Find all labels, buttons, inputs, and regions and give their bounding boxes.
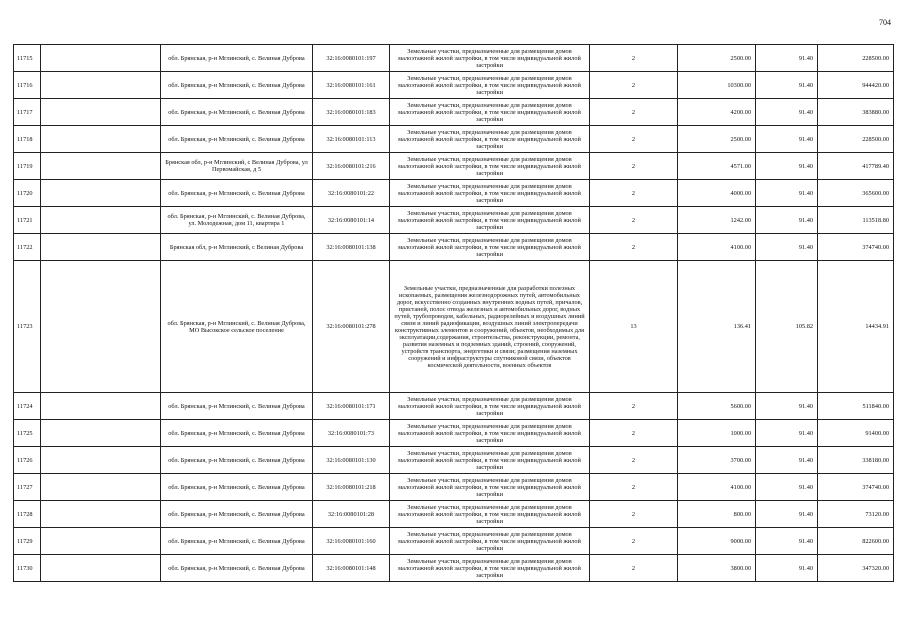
cadastral-number-cell: 32:16:0080101:22 — [313, 180, 390, 207]
cadastral-number-cell: 32:16:0080101:138 — [313, 234, 390, 261]
cadastral-number-cell: 32:16:0080101:161 — [313, 72, 390, 99]
group-cell: 2 — [590, 153, 678, 180]
group-cell: 2 — [590, 393, 678, 420]
cadastral-number-cell: 32:16:0080101:183 — [313, 99, 390, 126]
blank-cell — [41, 447, 161, 474]
blank-cell — [41, 501, 161, 528]
table-row — [14, 45, 894, 72]
blank-cell — [41, 234, 161, 261]
group-cell: 2 — [590, 447, 678, 474]
area-cell: 4100.00 — [678, 474, 756, 501]
group-cell: 2 — [590, 528, 678, 555]
cadastral-value-cell: 14434.91 — [818, 261, 894, 393]
specific-value-cell: 91.40 — [756, 420, 818, 447]
area-cell: 4200.00 — [678, 99, 756, 126]
group-cell: 2 — [590, 72, 678, 99]
address-cell: обл. Брянская, р-н Мглинский, с. Велиная Дуброва — [161, 99, 313, 126]
cadastral-value-cell: 374740.00 — [818, 234, 894, 261]
land-use-cell: Земельные участки, предназначенные для размещения домов малоэтажной жилой застройки, в том числе индивидуальной жилой застройки — [390, 45, 590, 72]
blank-cell — [41, 180, 161, 207]
specific-value-cell: 105.82 — [756, 261, 818, 393]
land-use-cell: Земельные участки, предназначенные для размещения домов малоэтажной жилой застройки, в том числе индивидуальной жилой застройки — [390, 99, 590, 126]
table-row — [14, 99, 894, 126]
area-cell: 800.00 — [678, 501, 756, 528]
group-cell: 2 — [590, 207, 678, 234]
table-row — [14, 126, 894, 153]
row-number-cell: 11716 — [14, 72, 41, 99]
cadastral-value-cell: 113518.80 — [818, 207, 894, 234]
group-cell: 2 — [590, 180, 678, 207]
address-cell: обл. Брянская, р-н Мглинский, с. Велиная Дуброва — [161, 72, 313, 99]
row-number-cell: 11726 — [14, 447, 41, 474]
table-row — [14, 474, 894, 501]
specific-value-cell: 91.40 — [756, 45, 818, 72]
land-use-cell: Земельные участки, предназначенные для размещения домов малоэтажной жилой застройки, в том числе индивидуальной жилой застройки — [390, 501, 590, 528]
blank-cell — [41, 45, 161, 72]
area-cell: 4000.00 — [678, 180, 756, 207]
table-row — [14, 393, 894, 420]
cadastral-number-cell: 32:16:0080101:218 — [313, 474, 390, 501]
cadastral-number-cell: 32:16:0080101:216 — [313, 153, 390, 180]
area-cell: 9000.00 — [678, 528, 756, 555]
cadastral-number-cell: 32:16:0080101:148 — [313, 555, 390, 582]
address-cell: обл. Брянская, р-н Мглинский, с. Велиная Дуброва — [161, 126, 313, 153]
cadastral-value-cell: 73120.00 — [818, 501, 894, 528]
group-cell: 2 — [590, 420, 678, 447]
area-cell: 3800.00 — [678, 555, 756, 582]
group-cell: 2 — [590, 501, 678, 528]
blank-cell — [41, 555, 161, 582]
blank-cell — [41, 153, 161, 180]
blank-cell — [41, 99, 161, 126]
area-cell: 5600.00 — [678, 393, 756, 420]
land-use-cell: Земельные участки, предназначенные для размещения домов малоэтажной жилой застройки, в том числе индивидуальной жилой застройки — [390, 420, 590, 447]
specific-value-cell: 91.40 — [756, 99, 818, 126]
specific-value-cell: 91.40 — [756, 180, 818, 207]
area-cell: 4571.00 — [678, 153, 756, 180]
group-cell: 2 — [590, 555, 678, 582]
specific-value-cell: 91.40 — [756, 447, 818, 474]
row-number-cell: 11718 — [14, 126, 41, 153]
row-number-cell: 11728 — [14, 501, 41, 528]
cadastral-number-cell: 32:16:0080101:73 — [313, 420, 390, 447]
cadastral-number-cell: 32:16:0080101:197 — [313, 45, 390, 72]
address-cell: обл. Брянская, р-н Мглинский, с. Велиная Дуброва — [161, 447, 313, 474]
row-number-cell: 11717 — [14, 99, 41, 126]
land-use-cell: Земельные участки, предназначенные для размещения домов малоэтажной жилой застройки, в том числе индивидуальной жилой застройки — [390, 555, 590, 582]
address-cell: обл. Брянская, р-н Мглинский, с. Велиная Дуброва — [161, 45, 313, 72]
blank-cell — [41, 261, 161, 393]
area-cell: 2500.00 — [678, 126, 756, 153]
group-cell: 2 — [590, 126, 678, 153]
land-use-cell: Земельные участки, предназначенные для размещения домов малоэтажной жилой застройки, в том числе индивидуальной жилой застройки — [390, 234, 590, 261]
cadastral-value-cell: 374740.00 — [818, 474, 894, 501]
cadastral-value-cell: 383880.00 — [818, 99, 894, 126]
specific-value-cell: 91.40 — [756, 207, 818, 234]
cadastral-value-cell: 347320.00 — [818, 555, 894, 582]
address-cell: обл. Брянская, р-н Мглинский, с. Велиная Дуброва — [161, 393, 313, 420]
row-number-cell: 11727 — [14, 474, 41, 501]
cadastral-value-cell: 228500.00 — [818, 126, 894, 153]
cadastral-number-cell: 32:16:0080101:28 — [313, 501, 390, 528]
cadastral-value-table — [13, 44, 894, 582]
land-use-cell: Земельные участки, предназначенные для размещения домов малоэтажной жилой застройки, в том числе индивидуальной жилой застройки — [390, 153, 590, 180]
specific-value-cell: 91.40 — [756, 234, 818, 261]
row-number-cell: 11721 — [14, 207, 41, 234]
table-row — [14, 501, 894, 528]
address-cell: обл. Брянская, р-н Мглинский, с. Велиная Дуброва — [161, 180, 313, 207]
table-row — [14, 180, 894, 207]
group-cell: 13 — [590, 261, 678, 393]
group-cell: 2 — [590, 99, 678, 126]
group-cell: 2 — [590, 474, 678, 501]
address-cell: обл. Брянская, р-н Мглинский, с. Велиная Дуброва, ул. Молодежная, дом 11, квартира 1 — [161, 207, 313, 234]
row-number-cell: 11730 — [14, 555, 41, 582]
cadastral-value-cell: 417789.40 — [818, 153, 894, 180]
row-number-cell: 11725 — [14, 420, 41, 447]
land-use-cell: Земельные участки, предназначенные для размещения домов малоэтажной жилой застройки, в том числе индивидуальной жилой застройки — [390, 126, 590, 153]
cadastral-number-cell: 32:16:0080101:14 — [313, 207, 390, 234]
row-number-cell: 11715 — [14, 45, 41, 72]
table-row — [14, 555, 894, 582]
land-use-cell: Земельные участки, предназначенные для размещения домов малоэтажной жилой застройки, в том числе индивидуальной жилой застройки — [390, 447, 590, 474]
land-use-cell: Земельные участки, предназначенные для размещения домов малоэтажной жилой застройки, в том числе индивидуальной жилой застройки — [390, 474, 590, 501]
land-use-cell: Земельные участки, предназначенные для разработки полезных ископаемых, размещения железнодорожных путей, автомобильных дорог, искусственно созданных внутренних водных путей, причалов, пристаней, полос отвода железных и автомобильных дорог, водных путей, трубопроводов, кабельных, радиорелейных и воздушных линий связи и линий радиофикации, воздушных линий электропередачи конструктивных элементов и сооружений, объектов, необходимых для эксплуатации,содержания, строительства, реконструкции, ремонта, развития наземных и подземных зданий, строений, сооружений, устройств транспорта, энергетики и связи; размещения наземных сооружений и инфраструктуры спутниковой связи, объектов космической деятельности, военных объектов — [390, 261, 590, 393]
blank-cell — [41, 207, 161, 234]
area-cell: 136.41 — [678, 261, 756, 393]
row-number-cell: 11729 — [14, 528, 41, 555]
blank-cell — [41, 420, 161, 447]
address-cell: Брянская обл, р-н Мглинский, с Велиная Дуброва, ул Первомайская, д 5 — [161, 153, 313, 180]
row-number-cell: 11724 — [14, 393, 41, 420]
table-row — [14, 420, 894, 447]
area-cell: 4100.00 — [678, 234, 756, 261]
address-cell: обл. Брянская, р-н Мглинский, с. Велиная Дуброва, МО Высокское сельское поселение — [161, 261, 313, 393]
row-number-cell: 11719 — [14, 153, 41, 180]
specific-value-cell: 91.40 — [756, 474, 818, 501]
area-cell: 3700.00 — [678, 447, 756, 474]
cadastral-value-cell: 338180.00 — [818, 447, 894, 474]
land-use-cell: Земельные участки, предназначенные для размещения домов малоэтажной жилой застройки, в том числе индивидуальной жилой застройки — [390, 528, 590, 555]
cadastral-number-cell: 32:16:0080101:113 — [313, 126, 390, 153]
land-use-cell: Земельные участки, предназначенные для размещения домов малоэтажной жилой застройки, в том числе индивидуальной жилой застройки — [390, 207, 590, 234]
cadastral-value-cell: 944420.00 — [818, 72, 894, 99]
specific-value-cell: 91.40 — [756, 153, 818, 180]
area-cell: 2500.00 — [678, 45, 756, 72]
cadastral-value-cell: 822600.00 — [818, 528, 894, 555]
table-row — [14, 528, 894, 555]
land-use-cell: Земельные участки, предназначенные для размещения домов малоэтажной жилой застройки, в том числе индивидуальной жилой застройки — [390, 393, 590, 420]
cadastral-value-cell: 91400.00 — [818, 420, 894, 447]
specific-value-cell: 91.40 — [756, 72, 818, 99]
cadastral-value-cell: 511840.00 — [818, 393, 894, 420]
address-cell: обл. Брянская, р-н Мглинский, с. Велиная Дуброва — [161, 555, 313, 582]
group-cell: 2 — [590, 234, 678, 261]
address-cell: обл. Брянская, р-н Мглинский, с. Велиная Дуброва — [161, 501, 313, 528]
specific-value-cell: 91.40 — [756, 393, 818, 420]
row-number-cell: 11720 — [14, 180, 41, 207]
row-number-cell: 11723 — [14, 261, 41, 393]
land-use-cell: Земельные участки, предназначенные для размещения домов малоэтажной жилой застройки, в том числе индивидуальной жилой застройки — [390, 180, 590, 207]
row-number-cell: 11722 — [14, 234, 41, 261]
table-body — [14, 45, 894, 582]
specific-value-cell: 91.40 — [756, 528, 818, 555]
blank-cell — [41, 528, 161, 555]
table-row — [14, 207, 894, 234]
area-cell: 1242.00 — [678, 207, 756, 234]
address-cell: Брянская обл, р-н Мглинский, с Велиная Дуброва — [161, 234, 313, 261]
address-cell: обл. Брянская, р-н Мглинский, с. Велиная Дуброва — [161, 474, 313, 501]
specific-value-cell: 91.40 — [756, 555, 818, 582]
land-use-cell: Земельные участки, предназначенные для размещения домов малоэтажной жилой застройки, в том числе индивидуальной жилой застройки — [390, 72, 590, 99]
cadastral-number-cell: 32:16:0080101:171 — [313, 393, 390, 420]
table-row — [14, 447, 894, 474]
cadastral-number-cell: 32:16:0080101:160 — [313, 528, 390, 555]
area-cell: 1000.00 — [678, 420, 756, 447]
cadastral-number-cell: 32:16:0080101:278 — [313, 261, 390, 393]
page-number: 704 — [879, 18, 891, 27]
cadastral-value-cell: 365600.00 — [818, 180, 894, 207]
address-cell: обл. Брянская, р-н Мглинский, с. Велиная Дуброва — [161, 528, 313, 555]
blank-cell — [41, 72, 161, 99]
area-cell: 10300.00 — [678, 72, 756, 99]
address-cell: обл. Брянская, р-н Мглинский, с. Велиная Дуброва — [161, 420, 313, 447]
cadastral-value-cell: 228500.00 — [818, 45, 894, 72]
cadastral-number-cell: 32:16:0080101:130 — [313, 447, 390, 474]
table-row — [14, 234, 894, 261]
table-row — [14, 261, 894, 393]
specific-value-cell: 91.40 — [756, 501, 818, 528]
table-row — [14, 72, 894, 99]
blank-cell — [41, 393, 161, 420]
table-row — [14, 153, 894, 180]
specific-value-cell: 91.40 — [756, 126, 818, 153]
blank-cell — [41, 474, 161, 501]
group-cell: 2 — [590, 45, 678, 72]
blank-cell — [41, 126, 161, 153]
